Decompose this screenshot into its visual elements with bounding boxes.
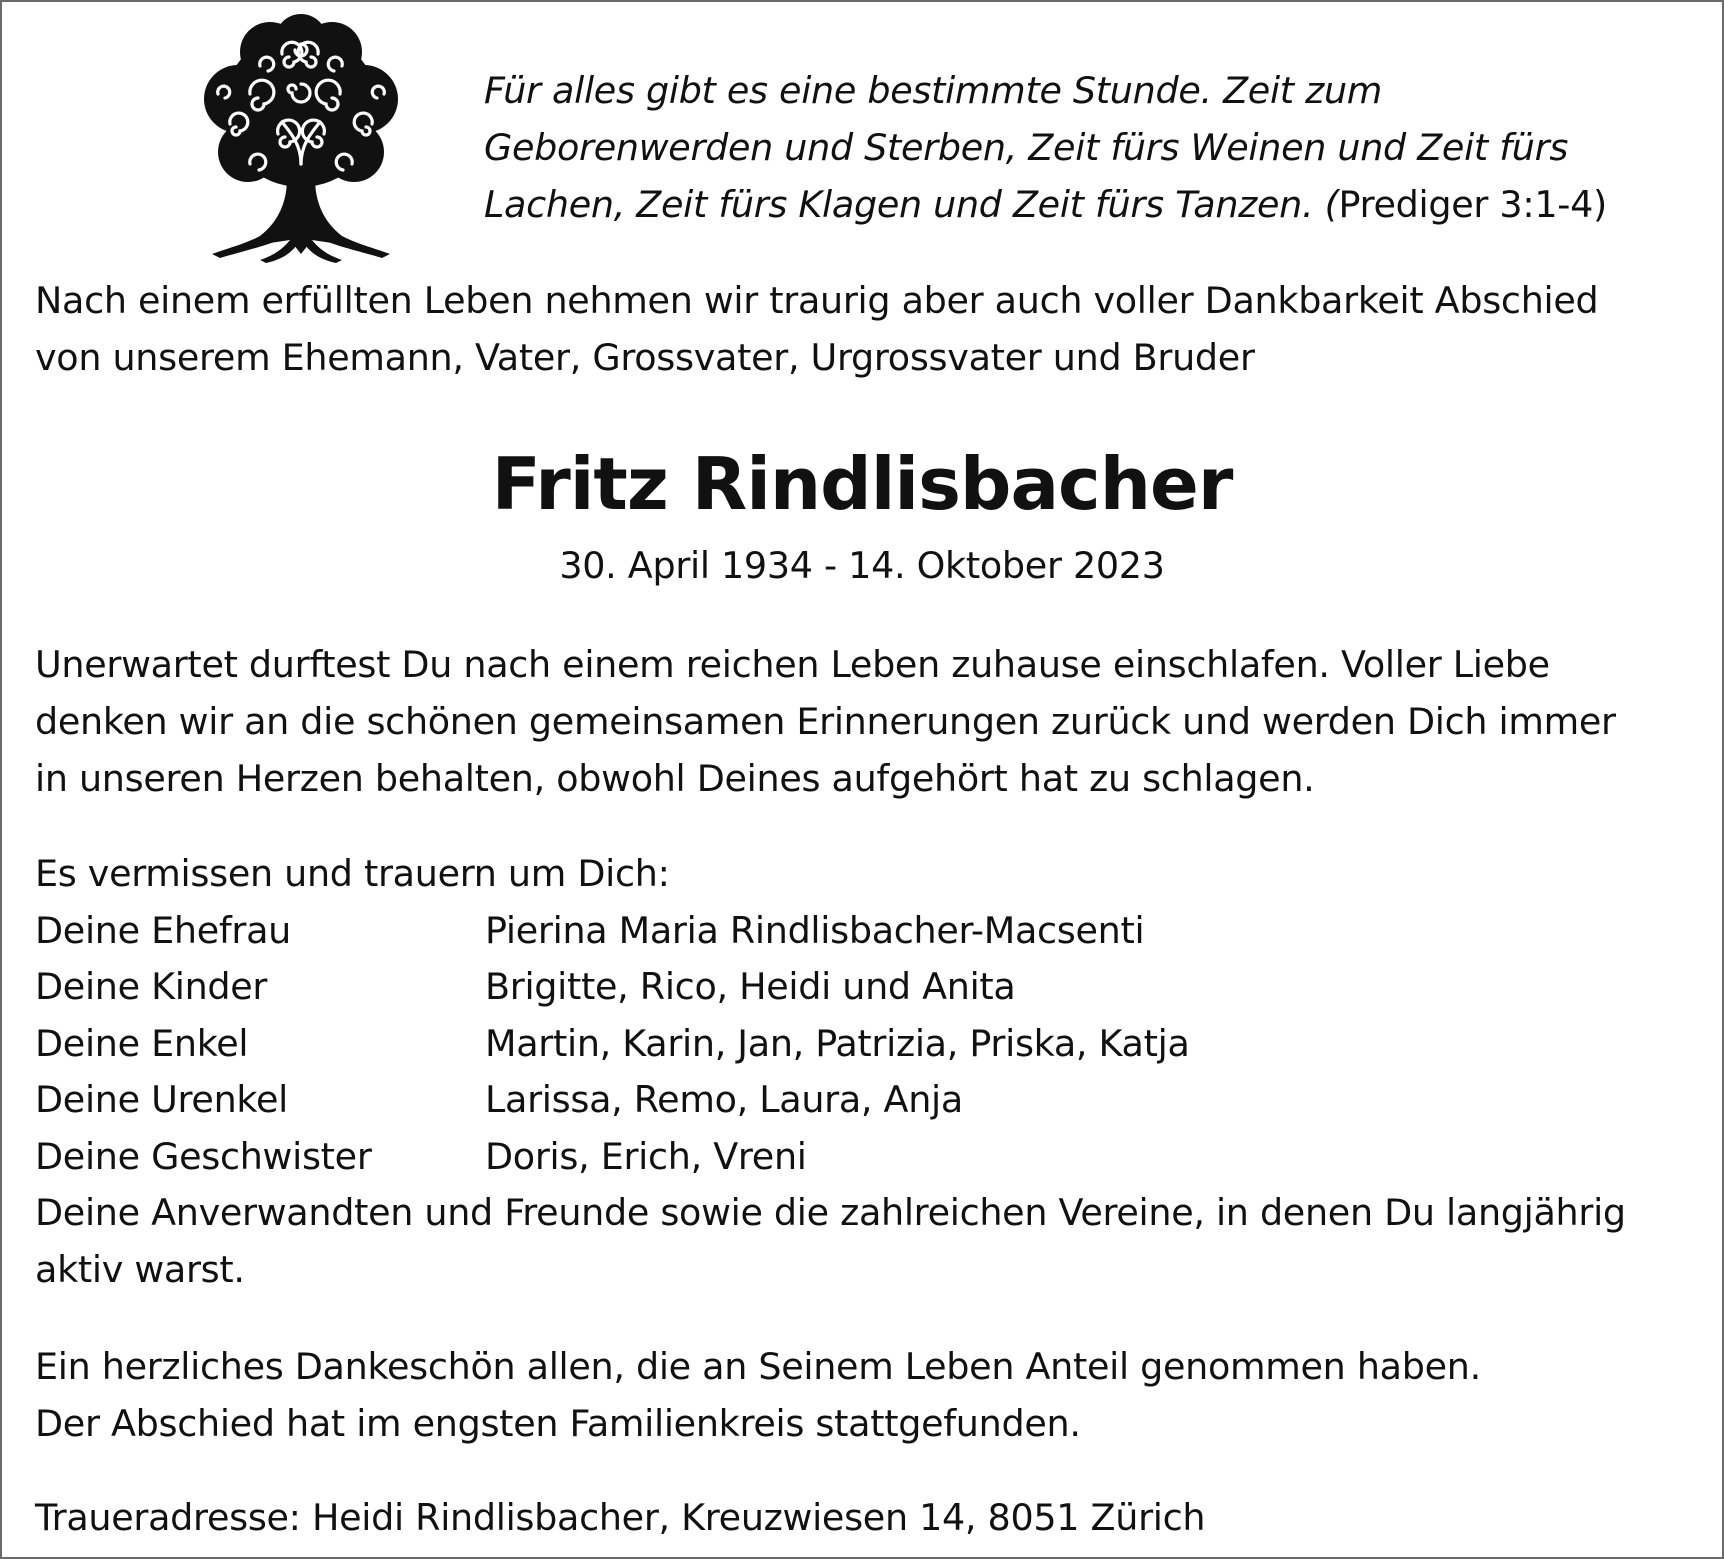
mourner-row	[35, 903, 1705, 960]
bible-quote	[484, 62, 1684, 233]
mourning-address: Traueradresse: Heidi Rindlisbacher, Kreuzwiesen 14, 8051 Zürich	[35, 1496, 1206, 1539]
tree-of-life-icon	[190, 14, 412, 264]
mourner-names: Martin, Karin, Jan, Patrizia, Priska, Katja	[485, 1021, 1190, 1065]
memorial-paragraph	[35, 636, 1705, 807]
mourners-others-line-1: Deine Anverwandten und Freunde sowie die zahlreichen Vereine, in denen Du langjährig	[35, 1191, 1626, 1234]
mourner-relation: Deine Ehefrau	[35, 908, 292, 952]
mourners-list	[35, 846, 1705, 1298]
mourner-row	[35, 1072, 1705, 1129]
quote-line-2: Geborenwerden und Sterben, Zeit fürs Weinen und Zeit fürs	[484, 126, 1569, 169]
mourner-relation: Deine Geschwister	[35, 1134, 372, 1178]
intro-line-2: von unserem Ehemann, Vater, Grossvater, Urgrossvater und Bruder	[35, 336, 1255, 379]
mourner-names: Pierina Maria Rindlisbacher-Macsenti	[485, 908, 1145, 952]
thanks-paragraph	[35, 1338, 1705, 1452]
body-line-2: denken wir an die schönen gemeinsamen Erinnerungen zurück und werden Dich immer	[35, 700, 1616, 743]
mourners-heading: Es vermissen und trauern um Dich:	[35, 852, 670, 895]
quote-line-1: Für alles gibt es eine bestimmte Stunde. Zeit zum	[484, 69, 1383, 112]
mourner-relation: Deine Kinder	[35, 965, 268, 1008]
life-dates: 30. April 1934 - 14. Oktober 2023	[559, 544, 1165, 587]
mourner-relation: Deine Urenkel	[35, 1078, 288, 1121]
mourner-row	[35, 1016, 1705, 1073]
body-line-1: Unerwartet durftest Du nach einem reichen Leben zuhause einschlafen. Voller Liebe	[35, 643, 1550, 686]
thanks-line-1: Ein herzliches Dankeschön allen, die an Seinem Leben Anteil genommen haben.	[35, 1345, 1481, 1388]
intro-line-1: Nach einem erfüllten Leben nehmen wir traurig aber auch voller Dankbarkeit Abschied	[35, 279, 1599, 322]
mourner-names: Doris, Erich, Vreni	[485, 1134, 807, 1178]
thanks-line-2: Der Abschied hat im engsten Familienkreis stattgefunden.	[35, 1402, 1081, 1445]
quote-line-3-text: Lachen, Zeit fürs Klagen und Zeit fürs Tanzen. (	[484, 183, 1339, 226]
quote-source: Prediger 3:1-4)	[1338, 183, 1607, 226]
deceased-name: Fritz Rindlisbacher	[491, 442, 1233, 526]
mourner-names: Larissa, Remo, Laura, Anja	[485, 1078, 963, 1121]
body-line-3: in unseren Herzen behalten, obwohl Deines aufgehört hat zu schlagen.	[35, 757, 1315, 800]
mourners-others-line-2: aktiv warst.	[35, 1247, 245, 1291]
mourner-relation: Deine Enkel	[35, 1021, 249, 1065]
mourner-row	[35, 959, 1705, 1016]
intro-paragraph	[35, 272, 1705, 386]
mourner-row	[35, 1129, 1705, 1186]
mourner-names: Brigitte, Rico, Heidi und Anita	[485, 965, 1016, 1008]
quote-line-3	[484, 176, 1684, 233]
